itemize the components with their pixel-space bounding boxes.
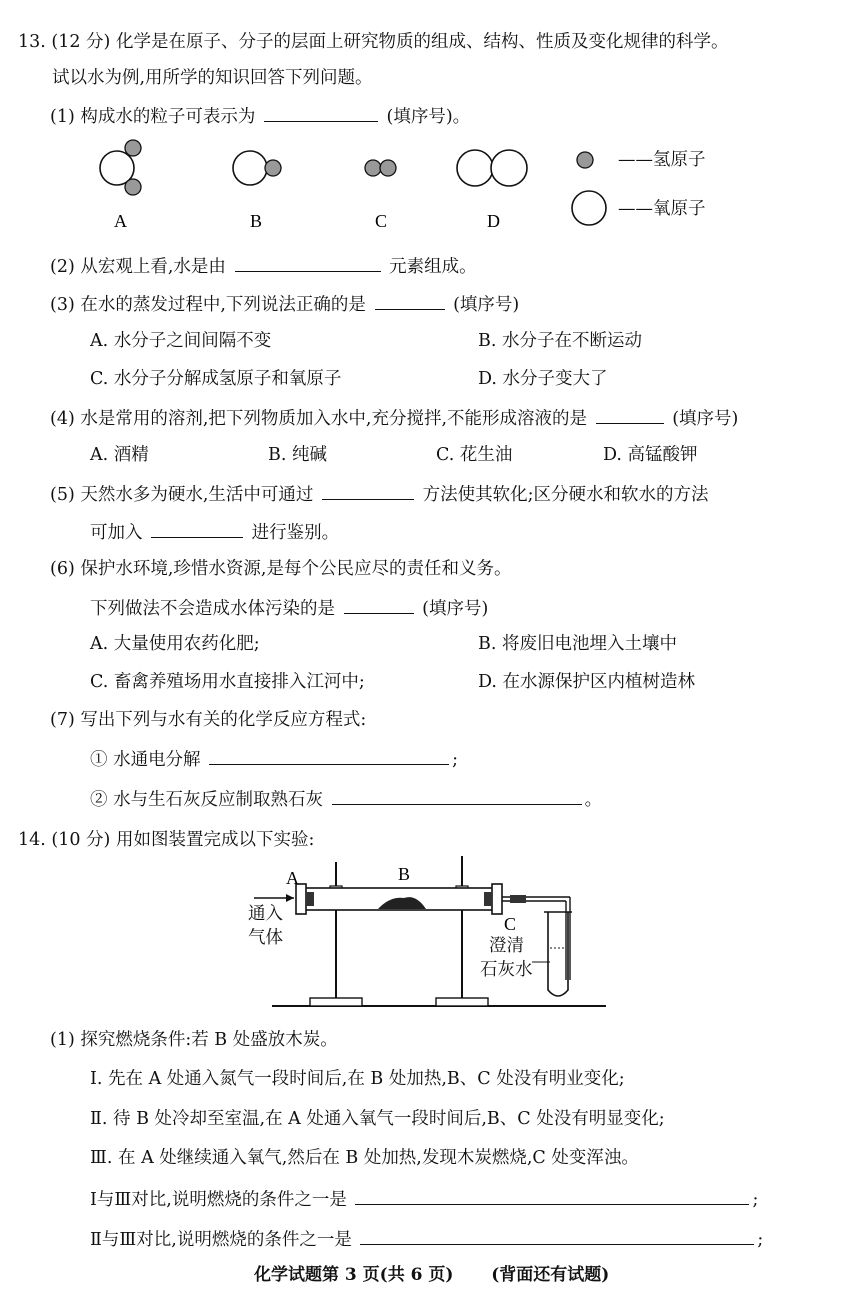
q13-part7-b-text: ② 水与生石灰反应制取熟石灰 <box>90 790 324 810</box>
model-label-c: C <box>375 211 388 231</box>
q14-step-3: Ⅲ. 在 A 处继续通入氧气,然后在 B 处加热,发现木炭燃烧,C 处变浑浊。 <box>90 1148 639 1168</box>
footer-note: (背面还有试题) <box>491 1265 610 1285</box>
q13-part6-hint: (填序号) <box>422 599 489 619</box>
fig-label-b: B <box>398 864 411 884</box>
q13-part5 <box>50 481 708 507</box>
model-label-b: B <box>250 211 263 231</box>
fig-lime-1: 澄清 <box>489 936 524 956</box>
q13-part3-hint: (填序号) <box>453 295 520 315</box>
answer-blank[interactable] <box>375 291 445 310</box>
hydrogen-atom-icon <box>577 152 593 168</box>
page-footer <box>254 1263 609 1287</box>
answer-blank[interactable] <box>151 519 243 538</box>
legend-oxygen: ——氧原子 <box>618 199 706 219</box>
q13-p3-option-d: D. 水分子变大了 <box>478 369 608 389</box>
q13-p3-option-c: C. 水分子分解成氢原子和氧原子 <box>90 369 342 389</box>
q13-header: 13. (12 分) 化学是在原子、分子的层面上研究物质的组成、结构、性质及变化规律的科学。 <box>18 32 729 52</box>
fig-gas-in-2: 气体 <box>248 928 283 948</box>
answer-blank[interactable] <box>360 1226 754 1245</box>
q13-part5-l2-text: 可加入 <box>90 523 143 543</box>
answer-blank[interactable] <box>355 1186 749 1205</box>
q13-p6-option-b: B. 将废旧电池埋入土壤中 <box>478 634 677 654</box>
q14-conclusion-2 <box>90 1226 763 1252</box>
answer-blank[interactable] <box>235 253 381 272</box>
q13-part6: (6) 保护水环境,珍惜水资源,是每个公民应尽的责任和义务。 <box>50 559 512 579</box>
q13-part5-mid: 方法使其软化;区分硬水和软水的方法 <box>422 485 709 505</box>
fig-label-a: A <box>286 868 299 888</box>
q13-part3-text: (3) 在水的蒸发过程中,下列说法正确的是 <box>50 295 366 315</box>
q13-p3-option-a: A. 水分子之间间隔不变 <box>90 331 272 351</box>
answer-blank[interactable] <box>596 405 664 424</box>
q13-p3-option-b: B. 水分子在不断运动 <box>478 331 642 351</box>
q13-part7: (7) 写出下列与水有关的化学反应方程式: <box>50 710 367 730</box>
q13-part6-line2 <box>90 595 488 621</box>
q13-part7-a-end: ; <box>452 750 459 770</box>
q14-conclusion-2-text: Ⅱ与Ⅲ对比,说明燃烧的条件之一是 <box>90 1230 352 1250</box>
q13-part2-text: (2) 从宏观上看,水是由 <box>50 257 226 277</box>
q13-part7-a-text: ① 水通电分解 <box>90 750 201 770</box>
q13-p4-option-a: A. 酒精 <box>90 445 149 465</box>
q13-p4-option-d: D. 高锰酸钾 <box>603 445 698 465</box>
q13-part1-text: (1) 构成水的粒子可表示为 <box>50 107 256 127</box>
q14-part1: (1) 探究燃烧条件:若 B 处盛放木炭。 <box>50 1030 338 1050</box>
answer-blank[interactable] <box>322 481 414 500</box>
q13-part1 <box>50 103 470 129</box>
q13-part3 <box>50 291 519 317</box>
q14-header: 14. (10 分) 用如图装置完成以下实验: <box>18 830 315 850</box>
model-a <box>100 140 141 195</box>
answer-blank[interactable] <box>344 595 414 614</box>
oxygen-atom-icon <box>572 191 606 225</box>
model-b <box>233 151 281 185</box>
q14-step-2: Ⅱ. 待 B 处冷却至室温,在 A 处通入氧气一段时间后,B、C 处没有明显变化; <box>90 1109 665 1129</box>
model-label-a: A <box>114 211 127 231</box>
q14-conclusion-1-end: ; <box>752 1190 759 1210</box>
q13-p6-option-a: A. 大量使用农药化肥; <box>90 634 260 654</box>
legend-hydrogen: ——氢原子 <box>618 150 706 170</box>
fig-lime-2: 石灰水 <box>480 960 533 980</box>
q13-part5-text: (5) 天然水多为硬水,生活中可通过 <box>50 485 314 505</box>
q13-part2 <box>50 253 477 279</box>
answer-blank[interactable] <box>264 103 378 122</box>
q13-p6-option-c: C. 畜禽养殖场用水直接排入江河中; <box>90 672 365 692</box>
q13-p6-option-d: D. 在水源保护区内植树造林 <box>478 672 696 692</box>
q13-part4-hint: (填序号) <box>672 409 739 429</box>
q13-part7-b <box>90 786 602 812</box>
model-d <box>457 150 527 186</box>
footer-page-number: 化学试题第 3 页(共 6 页) <box>254 1265 454 1285</box>
q13-part5-line2 <box>90 519 339 545</box>
q13-part4-text: (4) 水是常用的溶剂,把下列物质加入水中,充分搅拌,不能形成溶液的是 <box>50 409 588 429</box>
q14-conclusion-1 <box>90 1186 758 1212</box>
q13-part4 <box>50 405 738 431</box>
q13-header-line2: 试以水为例,用所学的知识回答下列问题。 <box>52 68 373 88</box>
q13-p4-option-c: C. 花生油 <box>436 445 513 465</box>
q13-part7-a <box>90 746 458 772</box>
fig-gas-in-1: 通入 <box>248 904 283 924</box>
q14-step-1: Ⅰ. 先在 A 处通入氮气一段时间后,在 B 处加热,B、C 处没有明业变化; <box>90 1069 625 1089</box>
q14-conclusion-1-text: Ⅰ与Ⅲ对比,说明燃烧的条件之一是 <box>90 1190 347 1210</box>
model-label-d: D <box>487 211 500 231</box>
q13-part2-end: 元素组成。 <box>389 257 477 277</box>
q13-part1-hint: (填序号)。 <box>386 107 471 127</box>
fig-label-c: C <box>504 914 517 934</box>
q13-part7-b-end: 。 <box>584 790 603 810</box>
answer-blank[interactable] <box>332 786 582 805</box>
answer-blank[interactable] <box>209 746 449 765</box>
q14-conclusion-2-end: ; <box>757 1230 764 1250</box>
q13-part6-l2-text: 下列做法不会造成水体污染的是 <box>90 599 335 619</box>
q13-part5-l2-end: 进行鉴别。 <box>251 523 340 543</box>
model-c <box>365 160 396 176</box>
apparatus-figure <box>240 852 620 1012</box>
q13-p4-option-b: B. 纯碱 <box>268 445 327 465</box>
